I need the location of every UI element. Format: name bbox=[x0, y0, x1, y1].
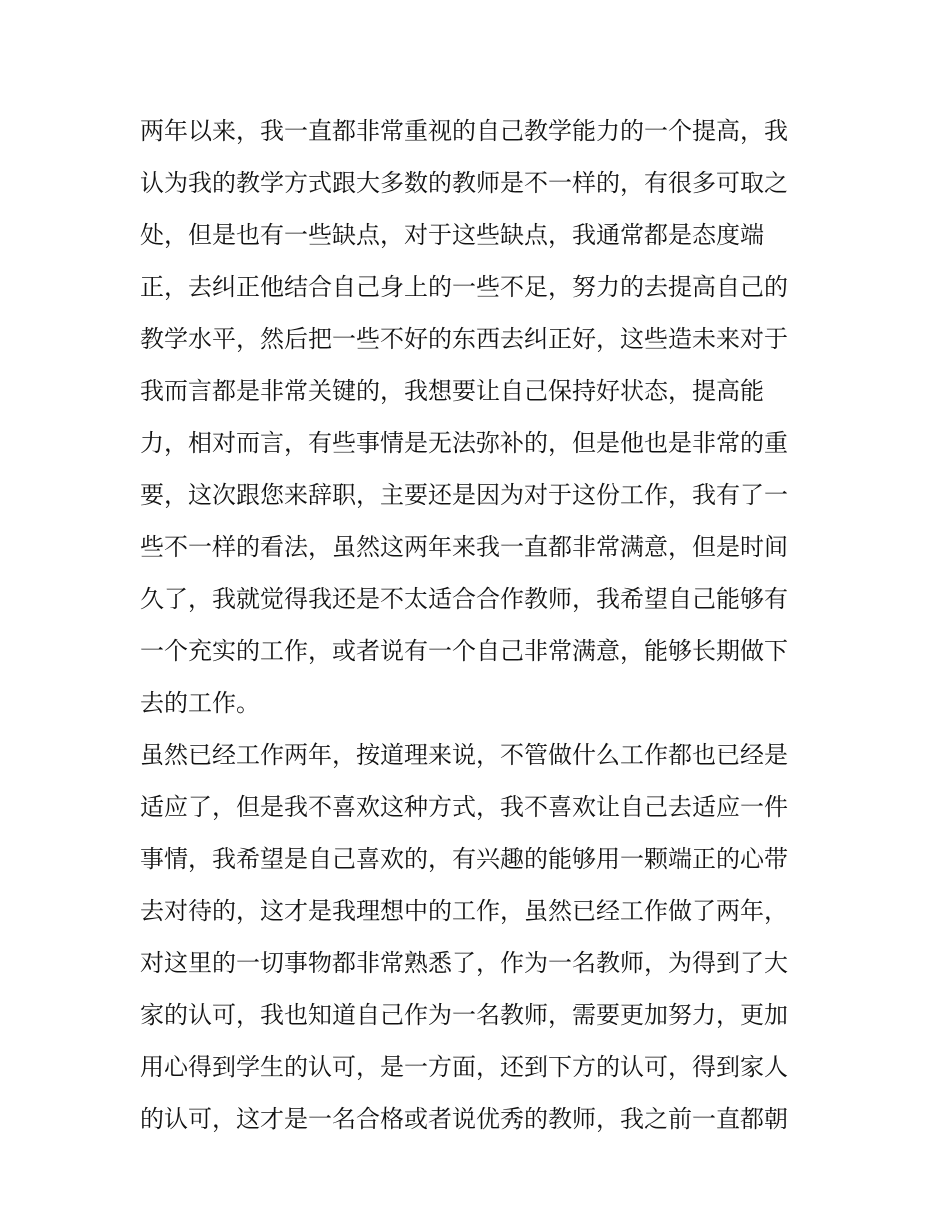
text-line: 用心得到学生的认可，是一方面，还到下方的认可，得到家人 bbox=[140, 1053, 788, 1081]
text-line: 教学水平，然后把一些不好的东西去纠正好，这些造未来对于 bbox=[140, 325, 788, 353]
text-line: 处，但是也有一些缺点，对于这些缺点，我通常都是态度端 bbox=[140, 221, 764, 249]
text-line: 正，去纠正他结合自己身上的一些不足，努力的去提高自己的 bbox=[140, 273, 788, 301]
text-line: 久了，我就觉得我还是不太适合合作教师，我希望自己能够有 bbox=[140, 585, 788, 613]
text-line: 适应了，但是我不喜欢这种方式，我不喜欢让自己去适应一件 bbox=[140, 793, 788, 821]
text-line: 的认可，这才是一名合格或者说优秀的教师，我之前一直都朝 bbox=[140, 1105, 788, 1133]
text-line: 两年以来，我一直都非常重视的自己教学能力的一个提高，我 bbox=[140, 117, 788, 145]
text-line: 家的认可，我也知道自己作为一名教师，需要更加努力，更加 bbox=[140, 1001, 788, 1029]
text-line: 些不一样的看法，虽然这两年来我一直都非常满意，但是时间 bbox=[140, 533, 788, 561]
text-line: 我而言都是非常关键的，我想要让自己保持好状态，提高能 bbox=[140, 377, 764, 405]
text-line: 一个充实的工作，或者说有一个自己非常满意，能够长期做下 bbox=[140, 637, 788, 665]
text-line: 虽然已经工作两年，按道理来说，不管做什么工作都也已经是 bbox=[140, 741, 788, 769]
text-line: 去对待的，这才是我理想中的工作，虽然已经工作做了两年， bbox=[140, 897, 788, 925]
text-line: 事情，我希望是自己喜欢的，有兴趣的能够用一颗端正的心带 bbox=[140, 845, 788, 873]
text-line: 对这里的一切事物都非常熟悉了，作为一名教师，为得到了大 bbox=[140, 949, 788, 977]
text-line: 力，相对而言，有些事情是无法弥补的，但是他也是非常的重 bbox=[140, 429, 788, 457]
text-line: 要，这次跟您来辞职，主要还是因为对于这份工作，我有了一 bbox=[140, 481, 788, 509]
text-line: 去的工作。 bbox=[140, 689, 260, 717]
text-line: 认为我的教学方式跟大多数的教师是不一样的，有很多可取之 bbox=[140, 169, 788, 197]
